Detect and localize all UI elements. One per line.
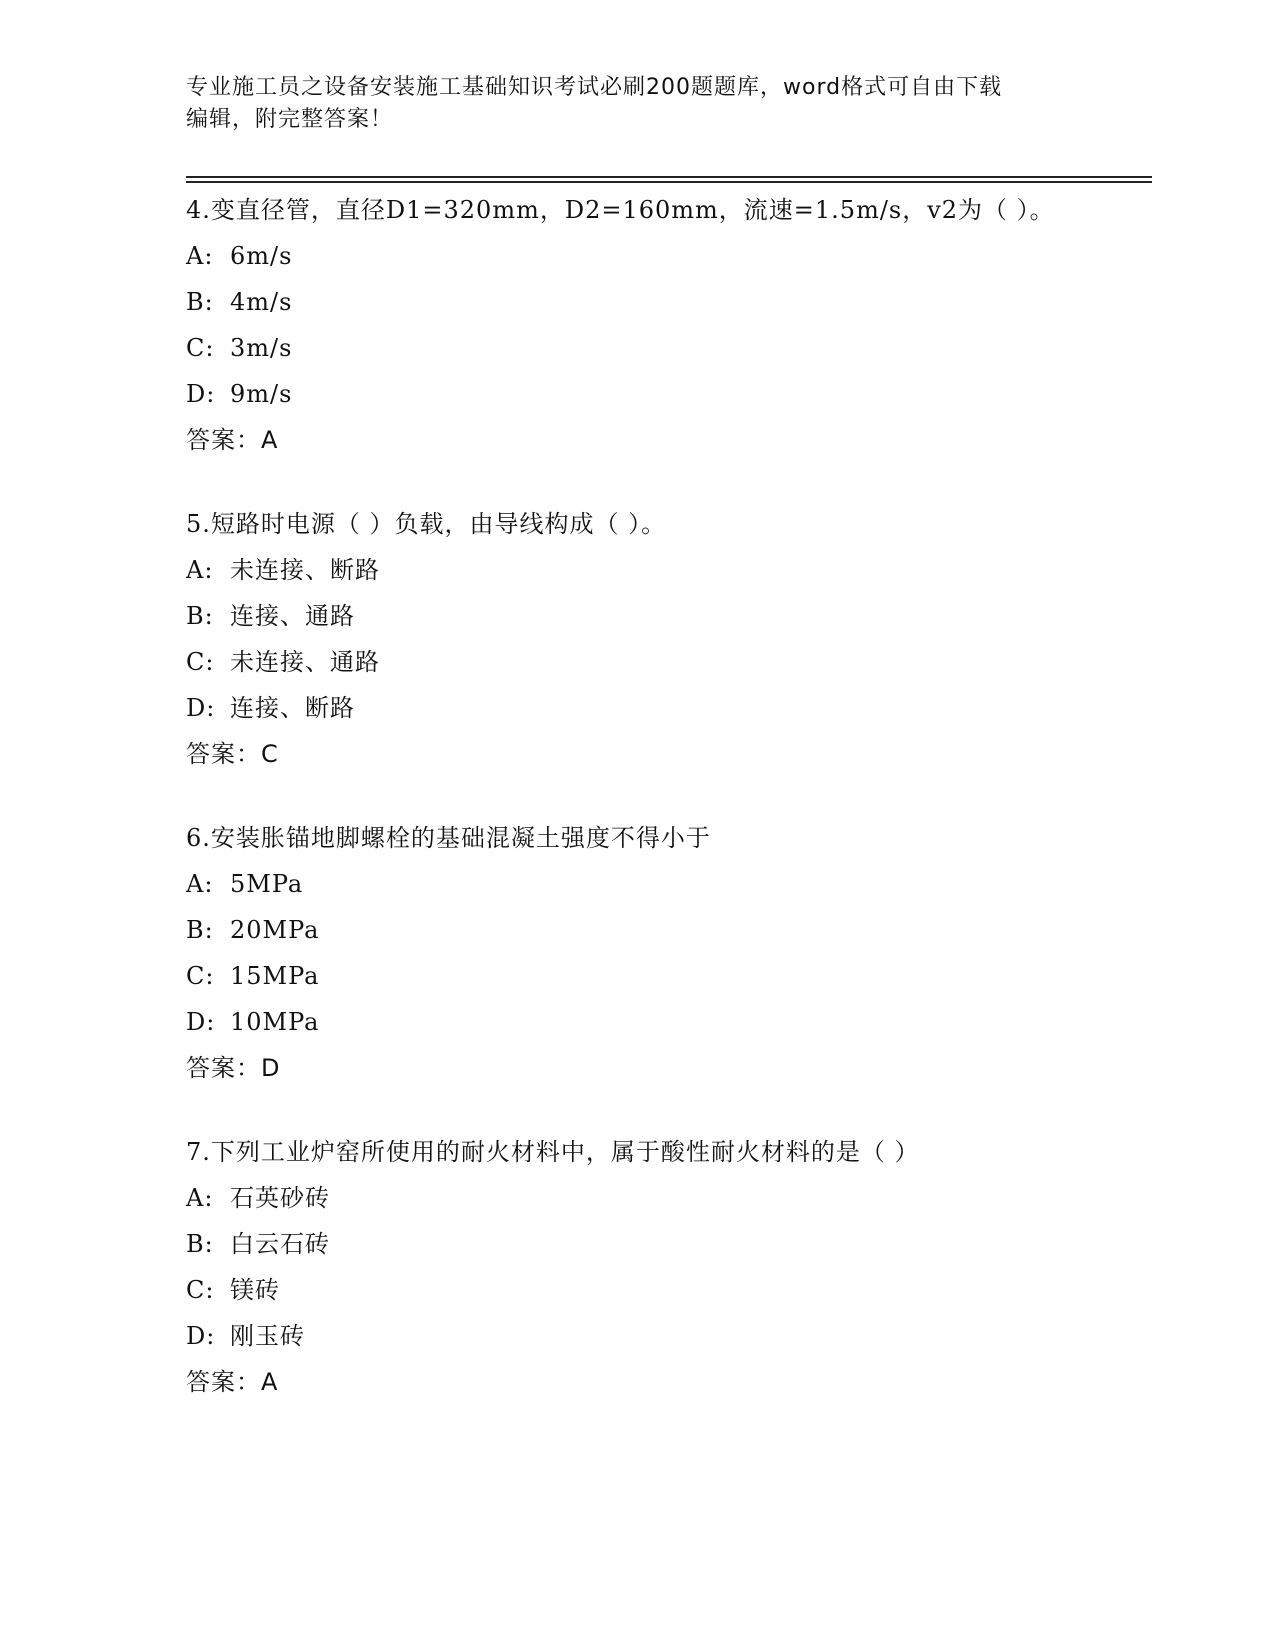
option-letter: A:: [186, 870, 214, 898]
option-letter: D:: [186, 1322, 216, 1350]
answer-line: 答案：C: [186, 740, 279, 768]
option-b: [186, 287, 1152, 333]
question-block: [186, 823, 1152, 1083]
option-c: [186, 333, 1152, 379]
option-text: 20MPa: [230, 916, 320, 944]
option-b: [186, 1229, 1152, 1275]
answer-line: 答案：A: [186, 426, 279, 454]
option-c: [186, 647, 1152, 693]
option-letter: A:: [186, 556, 214, 584]
option-c: [186, 1275, 1152, 1321]
header-divider-bottom: [186, 181, 1152, 183]
option-a: [186, 241, 1152, 287]
option-a: [186, 869, 1152, 915]
question-stem: 6.安装胀锚地脚螺栓的基础混凝土强度不得小于: [186, 824, 711, 852]
option-text: 5MPa: [230, 870, 304, 898]
question-block: [186, 195, 1152, 455]
option-b: [186, 915, 1152, 961]
option-letter: B:: [186, 916, 214, 944]
header-line-2: 编辑，附完整答案！: [186, 107, 394, 132]
option-letter: D:: [186, 380, 216, 408]
option-text: 镁砖: [230, 1276, 280, 1304]
question-block: [186, 1137, 1152, 1397]
header-divider-top: [186, 176, 1152, 178]
header-line-1: 专业施工员之设备安装施工基础知识考试必刷200题题库，word格式可自由下载: [186, 75, 1003, 100]
document-header: [186, 72, 1066, 136]
option-text: 未连接、通路: [230, 648, 380, 676]
option-text: 连接、通路: [230, 602, 355, 630]
question-stem: 5.短路时电源（ ）负载，由导线构成（ ）。: [186, 510, 667, 538]
option-c: [186, 961, 1152, 1007]
option-d: [186, 379, 1152, 425]
option-letter: B:: [186, 1230, 214, 1258]
option-letter: A:: [186, 242, 214, 270]
option-d: [186, 1007, 1152, 1053]
option-text: 刚玉砖: [230, 1322, 305, 1350]
option-letter: C:: [186, 334, 215, 362]
question-stem: 4.变直径管，直径D1=320mm，D2=160mm，流速=1.5m/s，v2为（ ）。: [186, 196, 1055, 224]
option-d: [186, 1321, 1152, 1367]
option-letter: B:: [186, 288, 214, 316]
option-letter: C:: [186, 1276, 215, 1304]
option-text: 10MPa: [230, 1008, 320, 1036]
answer-line: 答案：D: [186, 1054, 281, 1082]
question-stem: 7.下列工业炉窑所使用的耐火材料中，属于酸性耐火材料的是（ ）: [186, 1138, 920, 1166]
option-text: 4m/s: [230, 288, 293, 316]
option-b: [186, 601, 1152, 647]
option-a: [186, 1183, 1152, 1229]
option-text: 白云石砖: [230, 1230, 330, 1258]
option-letter: C:: [186, 648, 215, 676]
option-text: 9m/s: [230, 380, 293, 408]
option-letter: D:: [186, 694, 216, 722]
option-text: 连接、断路: [230, 694, 355, 722]
option-text: 6m/s: [230, 242, 293, 270]
option-d: [186, 693, 1152, 739]
question-block: [186, 509, 1152, 769]
option-letter: C:: [186, 962, 215, 990]
option-letter: A:: [186, 1184, 214, 1212]
option-letter: D:: [186, 1008, 216, 1036]
option-text: 15MPa: [230, 962, 320, 990]
option-letter: B:: [186, 602, 214, 630]
option-text: 石英砂砖: [230, 1184, 330, 1212]
option-text: 3m/s: [230, 334, 293, 362]
option-text: 未连接、断路: [230, 556, 380, 584]
answer-line: 答案：A: [186, 1368, 279, 1396]
option-a: [186, 555, 1152, 601]
